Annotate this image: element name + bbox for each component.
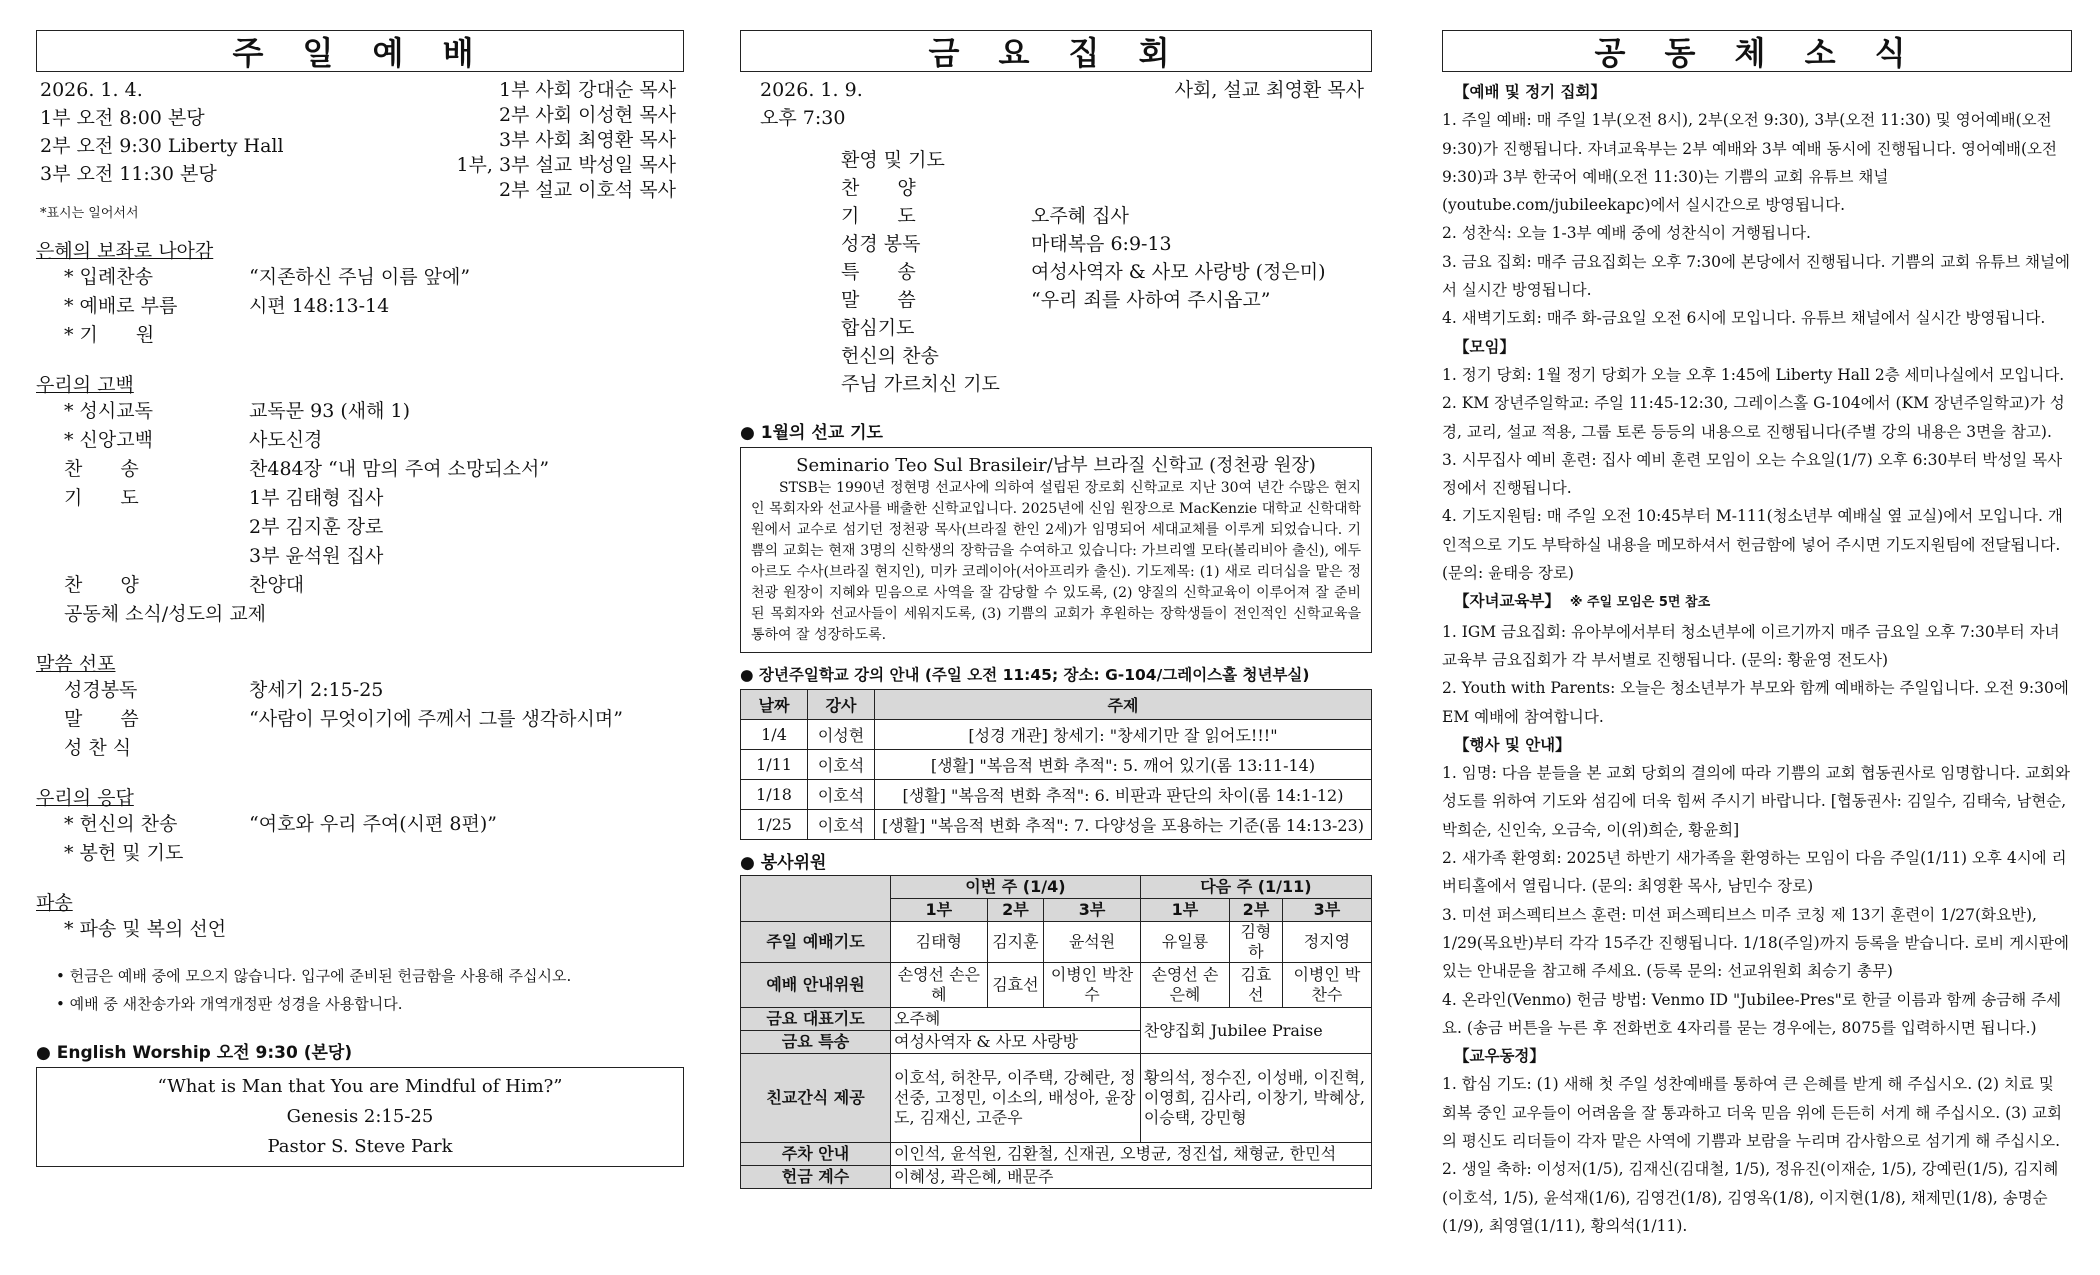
worship-item — [36, 705, 684, 734]
section-title: 파송 — [36, 892, 73, 914]
friday-item — [841, 146, 1372, 174]
friday-item-detail — [1031, 146, 1372, 174]
vol-part: 1부 — [891, 899, 988, 922]
worship-item-detail: 교독문 93 (새해 1) — [249, 400, 410, 422]
worship-item-name — [36, 513, 249, 542]
vol-label: 주차 안내 — [741, 1143, 891, 1166]
worship-item-name: * 헌신의 찬송 — [64, 813, 178, 835]
friday-item — [841, 286, 1372, 314]
lecture-cell: 이성현 — [808, 720, 875, 750]
friday-time: 오후 7:30 — [760, 107, 846, 129]
vol-cell: 이인석, 윤석원, 김환철, 신재권, 오병균, 정진섭, 채형균, 한민석 — [891, 1143, 1372, 1166]
lecture-cell: 1/4 — [741, 720, 808, 750]
worship-item-name: 공동체 소식/성도의 교제 — [64, 603, 267, 625]
worship-item-name: * 기 원 — [64, 324, 155, 346]
stand-note: *표시는 일어서서 — [40, 206, 139, 221]
worship-item — [36, 600, 684, 629]
friday-title: 금 요 집 회 — [740, 30, 1372, 72]
section-title: 은혜의 보좌로 나아감 — [36, 240, 214, 262]
worship-item — [36, 513, 684, 542]
worship-item — [36, 263, 684, 292]
news-item: 3. 시무집사 예비 훈련: 집사 예비 훈련 모임이 오는 수요일(1/7) 오후 6:30부터 박성일 목사 정에서 진행됩니다. — [1442, 450, 2063, 498]
sunday-meta — [36, 76, 684, 224]
worship-item-detail: 1부 김태형 집사 — [249, 487, 384, 509]
news-item: 2. 생일 축하: 이성저(1/5), 김재신(김대철, 1/5), 정유진(이재순, 1/5), 강예린(1/5), 김지혜(이호석, 1/5), 윤석재(1/6), 김영건(1/8), 김영옥(1/8), 이지현(1/8), 채제민(1/8), 송명순(1/9), 최영열(1/11), 황의석(1/11). — [1442, 1160, 2059, 1235]
section-title: 우리의 고백 — [36, 374, 134, 396]
vol-cell: 김태형 — [891, 922, 988, 963]
lecture-cell: [생활] "복음적 변화 추적": 6. 비판과 판단의 차이(롬 14:1-12) — [875, 780, 1372, 810]
mission-title: Seminario Teo Sul Brasileir/남부 브라질 신학교 (정천광 원장) — [796, 455, 1316, 476]
friday-leader: 사회, 설교 최영환 목사 — [1174, 79, 1364, 101]
english-pastor: Pastor S. Steve Park — [267, 1136, 453, 1157]
friday-item — [841, 174, 1372, 202]
news-item: 1. 주일 예배: 매 주일 1부(오전 8시), 2부(오전 9:30), 3부(오전 11:30) 및 영어예배(오전 9:30)가 진행됩니다. 자녀교육부는 2부 예배와 3부 예배 동시에 진행됩니다. 영어예배(오전 9:30)과 3부 한국어 예배(오전 11:30)는 기쁨의 교회 유튜브 채널(youtube.com/jubileekapc)에서 실시간으로 방영됩니다. — [1442, 111, 2057, 215]
vol-row-ushers — [741, 963, 1372, 1008]
worship-item-detail — [249, 600, 684, 629]
vol-row-snack — [741, 1054, 1372, 1143]
friday-item-name: 특 송 — [841, 261, 916, 283]
vol-cell: 손영선 손은혜 — [891, 963, 988, 1008]
worship-item-detail: 3부 윤석원 집사 — [249, 545, 384, 567]
worship-item — [36, 542, 684, 571]
service-2: 2부 오전 9:30 Liberty Hall — [40, 135, 284, 157]
friday-item-detail — [1031, 174, 1372, 202]
news-item: 2. KM 장년주일학교: 주일 11:45-12:30, 그레이스홀 G-104에서 (KM 장년주일학교)가 성경, 교리, 설교 적용, 그룹 토론 등등의 내용으로 진행됩니다(주별 강의 내용은 3면을 참고). — [1442, 394, 2065, 441]
lecture-row — [741, 750, 1372, 780]
vol-label: 금요 특송 — [741, 1031, 891, 1054]
vol-row-friday-prayer — [741, 1008, 1372, 1031]
leader-2: 2부 사회 이성현 목사 — [498, 104, 676, 126]
vol-cell: 황의석, 정수진, 이성배, 이진혁, 이영희, 김사리, 이창기, 박혜상, 이승택, 강민형 — [1140, 1054, 1371, 1143]
col-date: 날짜 — [741, 690, 808, 720]
vol-cell: 여성사역자 & 사모 사랑방 — [891, 1031, 1141, 1054]
worship-item-detail: 사도신경 — [249, 429, 323, 451]
english-worship-box — [36, 1067, 684, 1167]
mission-head: ● 1월의 선교 기도 — [740, 423, 883, 443]
sunday-notes — [36, 962, 684, 1018]
worship-item-name: * 봉헌 및 기도 — [64, 842, 184, 864]
worship-item-detail — [249, 321, 684, 350]
vol-cell: 김효선 — [987, 963, 1044, 1008]
vol-cell: 윤석원 — [1044, 922, 1141, 963]
news-section-sub: ※ 주일 모임은 5면 참조 — [1569, 595, 1711, 611]
news-item: 4. 새벽기도회: 매주 화-금요일 오전 6시에 모입니다. 유튜브 채널에서 실시간 방영됩니다. — [1442, 309, 2046, 328]
vol-cell: 김형하 — [1230, 922, 1283, 963]
lecture-cell: 이호석 — [808, 810, 875, 840]
leader-3: 3부 사회 최영환 목사 — [498, 129, 676, 151]
news-section-head — [1442, 587, 2072, 617]
worship-item-detail — [249, 839, 684, 868]
worship-item-name: * 예배로 부름 — [64, 295, 178, 317]
vol-row-parking — [741, 1143, 1372, 1166]
news-section-title: 【예배 및 정기 집회】 — [1454, 83, 1607, 101]
english-sermon-title: “What is Man that You are Mindful of Him?” — [157, 1076, 563, 1097]
friday-item — [841, 342, 1372, 370]
news-column — [1442, 30, 2072, 1240]
lecture-cell: 1/11 — [741, 750, 808, 780]
vol-cell: 손영선 손은혜 — [1140, 963, 1229, 1008]
service-3: 3부 오전 11:30 본당 — [40, 163, 217, 185]
news-section-title: 【자녀교육부】 — [1454, 592, 1560, 611]
worship-item — [36, 426, 684, 455]
worship-item — [36, 676, 684, 705]
worship-item-name — [36, 542, 249, 571]
mission-text: STSB는 1990년 정현명 선교사에 의하여 설립된 장로회 신학교로 지난 30여 년간 수많은 현지인 목회자와 선교사를 배출한 신학교입니다. 2025년에 신임 원장으로 MacKenzie 대학교 신학대학원에서 교수로 섬기던 정천광 목사(브라질 한인 2세)가 임명되어 세대교체를 이루게 되었습니다. 기쁨의 교회는 현재 3명의 신학생의 장학금을 수여하고 있습니다: 가브리엘 모타(볼리비아 출신), 에두아르도 수사(브라질 현지인), 미카 코레이아(서아프리카 출신). 기도제목: (1) 새로 리더십을 맡은 정천광 원장이 지혜와 믿음으로 사역을 잘 감당할 수 있도록, (2) 양질의 신학교육이 이루어져 잘 준비된 목회자와 선교사들이 세워지도록, (3) 기쁨의 교회가 후원하는 장학생들이 전인적인 신학교육을 통하여 잘 성장하도록. — [751, 480, 1361, 643]
friday-item-detail: 오주혜 집사 — [1031, 205, 1129, 227]
worship-item-name: * 입례찬송 — [64, 266, 153, 288]
worship-item-detail: 찬양대 — [249, 574, 305, 596]
vol-label: 예배 안내위원 — [741, 963, 891, 1008]
worship-item — [36, 292, 684, 321]
news-item: 2. Youth with Parents: 오늘은 청소년부가 부모와 함께 예배하는 주일입니다. 오전 9:30에 EM 예배에 참여합니다. — [1442, 679, 2069, 726]
section-title: 말씀 선포 — [36, 653, 116, 675]
news-item: 1. IGM 금요집회: 유아부에서부터 청소년부에 이르기까지 매주 금요일 오후 7:30부터 자녀교육부 금요집회가 각 부서별로 진행됩니다. (문의: 황윤영 전도사) — [1442, 622, 2060, 669]
vol-label: 친교간식 제공 — [741, 1054, 891, 1143]
news-section-title: 【행사 및 안내】 — [1454, 735, 1571, 754]
news-item: 4. 온라인(Venmo) 헌금 방법: Venmo ID "Jubilee-Pres"로 한글 이름과 함께 송금해 주세요. (송금 버튼을 누른 후 전화번호 4자리를 묻는 경우에는, 8075를 입력하시면 됩니다.) — [1442, 990, 2062, 1037]
friday-item-detail — [1031, 342, 1372, 370]
vol-part: 2부 — [1230, 899, 1283, 922]
friday-program — [841, 146, 1372, 398]
lecture-cell: [성경 개관] 창세기: "창세기만 잘 읽어도!!!" — [875, 720, 1372, 750]
friday-item-name: 헌신의 찬송 — [841, 345, 939, 367]
vol-part: 1부 — [1140, 899, 1229, 922]
friday-column — [740, 30, 1372, 1189]
friday-item-detail: “우리 죄를 사하여 주시옵고” — [1031, 289, 1271, 311]
lecture-cell: [생활] "복음적 변화 추적": 7. 다양성을 포용하는 기준(롬 14:13-23) — [875, 810, 1372, 840]
worship-item-detail: “지존하신 주님 이름 앞에” — [249, 266, 471, 288]
friday-item — [841, 370, 1372, 398]
news-item: 3. 금요 집회: 매주 금요집회는 오후 7:30에 본당에서 진행됩니다. 기쁨의 교회 유튜브 채널에서 실시간 방영됩니다. — [1442, 252, 2070, 300]
vol-cell: 이혜성, 곽은혜, 배문주 — [891, 1166, 1372, 1189]
news-section-head — [1442, 78, 2072, 106]
leader-5: 2부 설교 이호석 목사 — [498, 179, 676, 201]
english-worship-head: ● English Worship 오전 9:30 (본당) — [36, 1043, 353, 1063]
friday-item-name: 합심기도 — [841, 317, 915, 339]
vol-part: 3부 — [1044, 899, 1141, 922]
leader-1: 1부 사회 강대순 목사 — [498, 79, 676, 101]
news-item: 2. 새가족 환영회: 2025년 하반기 새가족을 환영하는 모임이 다음 주일(1/11) 오후 4시에 리버티홀에서 열립니다. (문의: 최영환 목사, 남민수 장로) — [1442, 849, 2067, 896]
vol-cell: 찬양집회 Jubilee Praise — [1140, 1008, 1371, 1054]
worship-item — [36, 839, 684, 868]
worship-item — [36, 734, 684, 763]
friday-item-detail — [1031, 370, 1372, 398]
worship-item — [36, 455, 684, 484]
worship-item — [36, 915, 684, 944]
worship-item-detail — [249, 734, 684, 763]
worship-item-name: 성 찬 식 — [64, 737, 132, 759]
friday-item-name: 기 도 — [841, 205, 916, 227]
worship-item-detail: 창세기 2:15-25 — [249, 679, 384, 701]
service-1: 1부 오전 8:00 본당 — [40, 107, 205, 129]
mission-box — [740, 447, 1372, 653]
col-speaker: 강사 — [808, 690, 875, 720]
lecture-table — [740, 689, 1372, 840]
news-item: 4. 기도지원팀: 매 주일 오전 10:45부터 M-111(청소년부 예배실 옆 교실)에서 모입니다. 개인적으로 기도 부탁하실 내용을 메모하셔서 헌금함에 넣어 주시면 기도지원팀에 전달됩니다. (문의: 윤태응 장로) — [1442, 507, 2063, 583]
sunday-title: 주 일 예 배 — [36, 30, 684, 72]
news-item: 2. 성찬식: 오늘 1-3부 예배 중에 성찬식이 거행됩니다. — [1442, 224, 1811, 243]
volunteer-table — [740, 875, 1372, 1189]
worship-item-detail — [249, 915, 684, 944]
friday-item-detail — [1031, 314, 1372, 342]
friday-item — [841, 202, 1372, 230]
lecture-cell: 이호석 — [808, 780, 875, 810]
vol-row-prayer — [741, 922, 1372, 963]
friday-item-name: 말 씀 — [841, 289, 916, 311]
vol-corner — [741, 876, 891, 922]
leader-4: 1부, 3부 설교 박성일 목사 — [456, 154, 676, 176]
lecture-row — [741, 720, 1372, 750]
news-body — [1442, 78, 2072, 1240]
lecture-cell: 이호석 — [808, 750, 875, 780]
friday-item — [841, 230, 1372, 258]
news-item: 1. 임명: 다음 분들을 본 교회 당회의 결의에 따라 기쁨의 교회 협동권사로 임명합니다. 교회와 성도를 위하여 기도와 섬김에 더욱 힘써 주시기 바랍니다. [협동권사: 김일수, 김태숙, 남현순, 박희순, 신인숙, 오금숙, 이(위)희순, 황윤희] — [1442, 764, 2071, 839]
friday-item-name: 환영 및 기도 — [841, 149, 945, 171]
vol-cell: 정지영 — [1282, 922, 1371, 963]
note-bible: • 예배 중 새찬송가와 개역개정판 성경을 사용합니다. — [56, 995, 403, 1013]
friday-item-name: 주님 가르치신 기도 — [841, 373, 1000, 395]
sunday-date: 2026. 1. 4. — [40, 79, 143, 101]
vol-cell: 김지훈 — [987, 922, 1044, 963]
vol-cell: 이호석, 허찬무, 이주택, 강혜란, 정선중, 고정민, 이소의, 배성아, 윤장도, 김재신, 고준우 — [891, 1054, 1141, 1143]
lecture-cell: [생활] "복음적 변화 추적": 5. 깨어 있기(롬 13:11-14) — [875, 750, 1372, 780]
friday-item-detail: 여성사역자 & 사모 사랑방 (정은미) — [1031, 261, 1326, 283]
worship-item — [36, 397, 684, 426]
friday-item-detail: 마태복음 6:9-13 — [1031, 233, 1172, 255]
worship-item — [36, 484, 684, 513]
lecture-head: ● 장년주일학교 강의 안내 (주일 오전 11:45; 장소: G-104/그레이스홀 청년부실) — [740, 666, 1310, 684]
worship-item-detail: “여호와 우리 주여(시편 8편)” — [249, 813, 497, 835]
friday-item-name: 성경 봉독 — [841, 233, 921, 255]
lecture-row — [741, 810, 1372, 840]
vol-part: 3부 — [1282, 899, 1371, 922]
vol-label: 금요 대표기도 — [741, 1008, 891, 1031]
worship-item-detail: “사람이 무엇이기에 주께서 그를 생각하시며” — [249, 708, 623, 730]
friday-item — [841, 258, 1372, 286]
news-section-title: 【교우동정】 — [1454, 1047, 1545, 1066]
vol-label: 헌금 계수 — [741, 1166, 891, 1189]
vol-next-week: 다음 주 (1/11) — [1140, 876, 1371, 899]
news-item: 1. 정기 당회: 1월 정기 당회가 오늘 오후 1:45에 Liberty Hall 2층 세미나실에서 모입니다. — [1442, 365, 2065, 384]
worship-item-name: * 성시교독 — [64, 400, 153, 422]
worship-item-detail: 2부 김지훈 장로 — [249, 516, 384, 538]
worship-item-detail: 찬484장 “내 맘의 주여 소망되소서” — [249, 458, 550, 480]
news-section-head — [1442, 731, 2072, 759]
vol-cell: 이병인 박찬수 — [1282, 963, 1371, 1008]
friday-meta — [740, 76, 1372, 136]
worship-item-name: 찬 양 — [64, 574, 139, 596]
lecture-cell: 1/25 — [741, 810, 808, 840]
vol-cell: 이병인 박찬수 — [1044, 963, 1141, 1008]
lecture-row — [741, 780, 1372, 810]
worship-item — [36, 571, 684, 600]
worship-item — [36, 810, 684, 839]
vol-cell: 오주혜 — [891, 1008, 1141, 1031]
friday-item-name: 찬 양 — [841, 177, 916, 199]
news-item: 1. 합심 기도: (1) 새해 첫 주일 성찬예배를 통하여 큰 은혜를 받게 해 주십시오. (2) 치료 및 회복 중인 교우들이 어려움을 잘 통과하고 더욱 믿음 위에 든든히 서게 해 주십시오. (3) 교회의 평신도 리더들이 각자 맡은 사역에 기쁨과 보람을 누리며 감사함으로 섬기게 해 주십시오. — [1442, 1075, 2062, 1150]
order-of-worship — [36, 236, 684, 944]
lecture-cell: 1/18 — [741, 780, 808, 810]
friday-date: 2026. 1. 9. — [760, 79, 863, 101]
note-offering: • 헌금은 예배 중에 모으지 않습니다. 입구에 준비된 헌금함을 사용해 주십시오. — [56, 967, 572, 985]
worship-item-name: 기 도 — [64, 487, 139, 509]
news-section-title: 【모임】 — [1454, 337, 1515, 356]
sunday-column — [36, 30, 684, 1167]
english-scripture: Genesis 2:15-25 — [286, 1106, 434, 1127]
news-section-head — [1442, 1042, 2072, 1070]
news-title: 공 동 체 소 식 — [1442, 30, 2072, 72]
vol-cell: 김효선 — [1230, 963, 1283, 1008]
worship-item-name: 말 씀 — [64, 708, 139, 730]
vol-row-counting — [741, 1166, 1372, 1189]
worship-item-name: * 파송 및 복의 선언 — [64, 918, 227, 940]
vol-this-week: 이번 주 (1/4) — [891, 876, 1141, 899]
col-topic: 주제 — [875, 690, 1372, 720]
worship-item-name: 찬 송 — [64, 458, 139, 480]
worship-item-name: * 신앙고백 — [64, 429, 153, 451]
worship-item-name: 성경봉독 — [64, 679, 138, 701]
vol-cell: 유일룡 — [1140, 922, 1229, 963]
section-title: 우리의 응답 — [36, 787, 134, 809]
vol-part: 2부 — [987, 899, 1044, 922]
news-item: 3. 미션 퍼스펙티브스 훈련: 미션 퍼스펙티브스 미주 코칭 제 13기 훈련이 1/27(화요반), 1/29(목요반)부터 각각 15주간 진행됩니다. 1/18(주일)까지 등록을 받습니다. 로비 게시판에 있는 안내문을 참고해 주세요. (등록 문의: 선교위원회 최승기 총무) — [1442, 905, 2069, 981]
friday-item — [841, 314, 1372, 342]
volunteer-head: ● 봉사위원 — [740, 853, 827, 873]
news-section-head — [1442, 333, 2072, 361]
worship-item — [36, 321, 684, 350]
worship-item-detail: 시편 148:13-14 — [249, 295, 390, 317]
vol-label: 주일 예배기도 — [741, 922, 891, 963]
